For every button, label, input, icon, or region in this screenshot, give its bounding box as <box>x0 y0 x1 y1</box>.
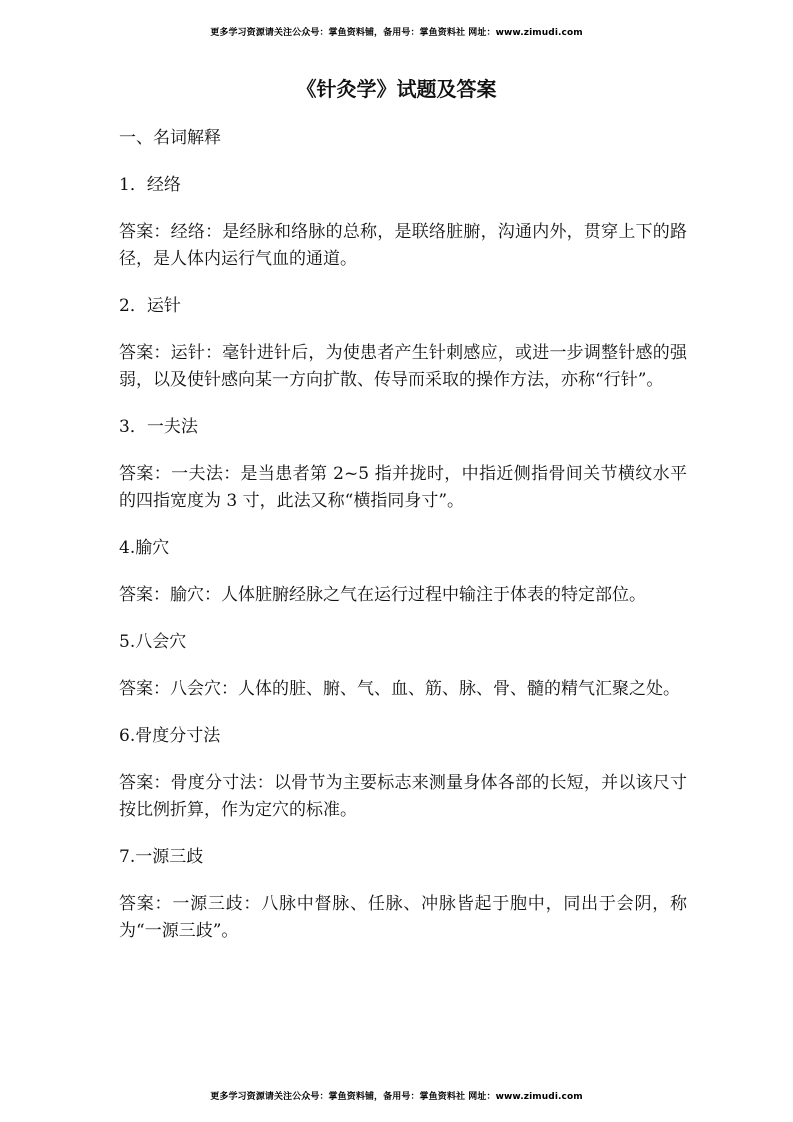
term-heading: 7.一源三歧 <box>119 847 204 867</box>
document-title: 《针灸学》试题及答案 <box>296 77 497 101</box>
term-heading: 3．一夫法 <box>119 417 198 437</box>
section-heading: 一、名词解释 <box>119 128 221 148</box>
term-heading: 5.八会穴 <box>119 632 187 652</box>
page-footer: 更多学习资源请关注公众号：掌鱼资料铺，备用号：掌鱼资料社 网址：www.zimudi.com <box>210 1092 583 1102</box>
qa-item-4 <box>119 535 687 609</box>
qa-item-3 <box>119 414 687 515</box>
term-heading: 4.腧穴 <box>119 538 170 558</box>
qa-item-1 <box>119 172 687 273</box>
qa-item-2 <box>119 293 687 394</box>
page-header: 更多学习资源请关注公众号：掌鱼资料铺，备用号：掌鱼资料社 网址：www.zimudi.com <box>210 28 583 38</box>
answer-text: 答案：一源三歧：八脉中督脉、任脉、冲脉皆起于胞中，同出于会阴，称为“一源三歧”。 <box>119 894 687 941</box>
answer-text: 答案：腧穴：人体脏腑经脉之气在运行过程中输注于体表的特定部位。 <box>119 585 646 605</box>
qa-item-7 <box>119 844 687 945</box>
term-heading: 1．经络 <box>119 175 181 195</box>
answer-text: 答案：一夫法：是当患者第 2~5 指并拢时，中指近侧指骨间关节横纹水平的四指宽度为 3 寸，此法又称“横指同身寸”。 <box>119 464 687 511</box>
qa-item-6 <box>119 723 687 824</box>
answer-text: 答案：运针：毫针进针后，为使患者产生针刺感应，或进一步调整针感的强弱，以及使针感向某一方向扩散、传导而采取的操作方法，亦称“行针”。 <box>119 343 687 390</box>
term-heading: 6.骨度分寸法 <box>119 726 221 746</box>
answer-text: 答案：八会穴：人体的脏、腑、气、血、筋、脉、骨、髓的精气汇聚之处。 <box>119 679 680 699</box>
answer-text: 答案：经络：是经脉和络脉的总称，是联络脏腑，沟通内外，贯穿上下的路径，是人体内运行气血的通道。 <box>119 222 687 269</box>
term-heading: 2．运针 <box>119 296 181 316</box>
document-body <box>119 125 687 965</box>
answer-text: 答案：骨度分寸法：以骨节为主要标志来测量身体各部的长短，并以该尺寸按比例折算，作为定穴的标准。 <box>119 773 687 820</box>
qa-item-5 <box>119 629 687 703</box>
